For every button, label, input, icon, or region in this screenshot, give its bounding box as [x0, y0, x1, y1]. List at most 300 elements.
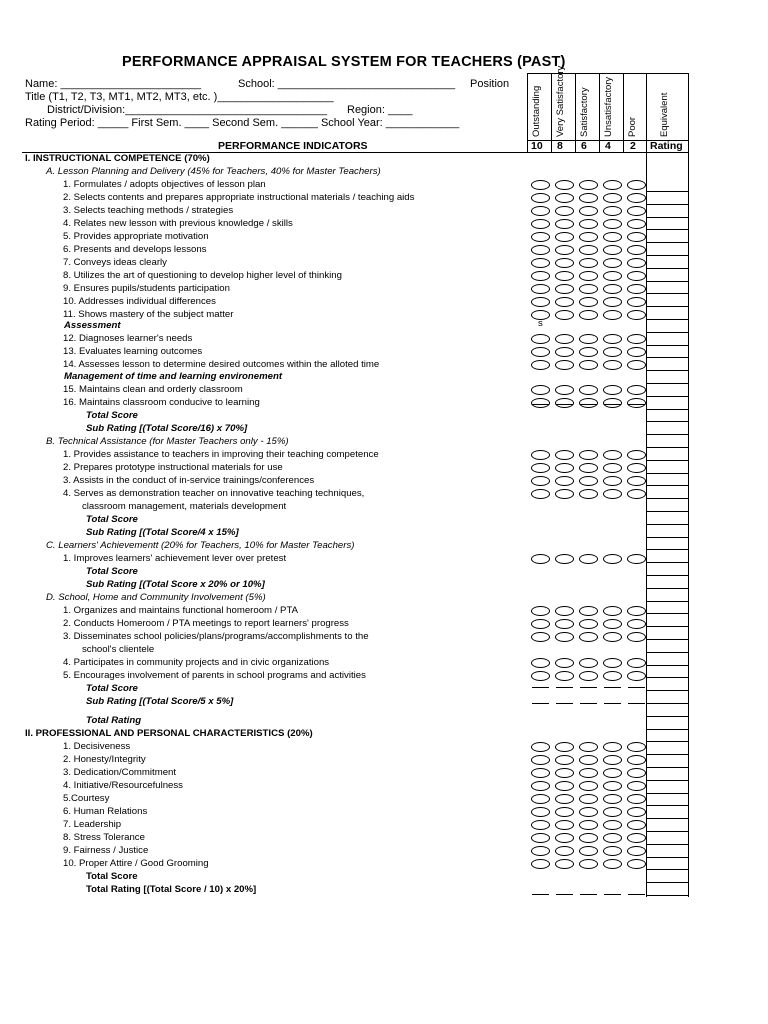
- characteristic-9-option-6[interactable]: [579, 846, 598, 856]
- indicator-b-3-option-6[interactable]: [579, 476, 598, 486]
- indicator-a-9-option-4[interactable]: [603, 284, 622, 294]
- characteristic-3-option-4[interactable]: [603, 768, 622, 778]
- equivalent-rating-box[interactable]: [646, 577, 688, 589]
- indicator-mgmt-15-option-4[interactable]: [603, 385, 622, 395]
- characteristic-5-option-10[interactable]: [531, 794, 550, 804]
- equivalent-rating-box[interactable]: [646, 321, 688, 333]
- characteristic-4-option-8[interactable]: [555, 781, 574, 791]
- characteristic-5-option-4[interactable]: [603, 794, 622, 804]
- characteristic-8-option-10[interactable]: [531, 833, 550, 843]
- indicator-d-4-option-8[interactable]: [555, 658, 574, 668]
- indicator-assess-12-option-2[interactable]: [627, 334, 646, 344]
- equivalent-rating-box[interactable]: [646, 641, 688, 653]
- indicator-assess-14: 14. Assesses lesson to determine desired outcomes within the alloted time: [63, 359, 380, 370]
- section-2-total-blank-4[interactable]: [604, 894, 621, 895]
- equivalent-rating-box[interactable]: [646, 295, 688, 307]
- characteristic-4-option-2[interactable]: [627, 781, 646, 791]
- indicator-a-4-option-2[interactable]: [627, 219, 646, 229]
- indicator-a-11: 11. Shows mastery of the subject matter: [63, 309, 234, 320]
- equivalent-rating-box[interactable]: [646, 858, 688, 870]
- indicator-a-7-option-6[interactable]: [579, 258, 598, 268]
- indicator-a-9-option-6[interactable]: [579, 284, 598, 294]
- indicator-b-1-option-4[interactable]: [603, 450, 622, 460]
- indicator-a-8-option-6[interactable]: [579, 271, 598, 281]
- characteristic-1-option-6[interactable]: [579, 742, 598, 752]
- indicator-a-1-option-2[interactable]: [627, 180, 646, 190]
- indicator-b-1: 1. Provides assistance to teachers in improving their teaching competence: [63, 449, 379, 460]
- indicator-d-2-option-4[interactable]: [603, 619, 622, 629]
- indicator-a-1-option-8[interactable]: [555, 180, 574, 190]
- indicator-mgmt-15-option-2[interactable]: [627, 385, 646, 395]
- indicator-c-1-option-10[interactable]: [531, 554, 550, 564]
- indicator-d-5-option-8[interactable]: [555, 671, 574, 681]
- indicator-d-4-option-6[interactable]: [579, 658, 598, 668]
- characteristic-3-option-2[interactable]: [627, 768, 646, 778]
- indicator-b-3-option-2[interactable]: [627, 476, 646, 486]
- characteristic-7-option-10[interactable]: [531, 820, 550, 830]
- equivalent-rating-box[interactable]: [646, 308, 688, 320]
- d-total-blank-4[interactable]: [604, 687, 621, 688]
- indicator-a-7-option-8[interactable]: [555, 258, 574, 268]
- indicator-d-3-cont: school's clientele: [82, 644, 155, 655]
- equivalent-rating-box[interactable]: [646, 385, 688, 397]
- indicator-b-4-cont: classroom management, materials development: [82, 501, 287, 512]
- indicator-a-8-option-10[interactable]: [531, 271, 550, 281]
- equivalent-rating-box[interactable]: [646, 564, 688, 576]
- indicator-d-5: 5. Encourages involvement of parents in school programs and activities: [63, 670, 366, 681]
- equivalent-rating-box[interactable]: [646, 820, 688, 832]
- column-label-poor: Poor: [627, 116, 638, 137]
- section-a-title: A. Lesson Planning and Delivery (45% for Teachers, 40% for Master Teachers): [46, 166, 381, 177]
- characteristic-3-option-10[interactable]: [531, 768, 550, 778]
- indicator-a-5-option-4[interactable]: [603, 232, 622, 242]
- indicator-a-11-option-8[interactable]: [555, 310, 574, 320]
- indicator-c-1-option-6[interactable]: [579, 554, 598, 564]
- indicator-a-4-option-10[interactable]: [531, 219, 550, 229]
- characteristic-3-option-8[interactable]: [555, 768, 574, 778]
- indicator-d-5-option-10[interactable]: [531, 671, 550, 681]
- school-field[interactable]: School: _____________________________: [238, 78, 456, 90]
- characteristic-5-option-8[interactable]: [555, 794, 574, 804]
- characteristic-7-option-8[interactable]: [555, 820, 574, 830]
- characteristic-5-option-6[interactable]: [579, 794, 598, 804]
- indicator-assess-12-option-8[interactable]: [555, 334, 574, 344]
- indicator-assess-12-option-4[interactable]: [603, 334, 622, 344]
- characteristic-7-option-2[interactable]: [627, 820, 646, 830]
- indicator-d-1-option-6[interactable]: [579, 606, 598, 616]
- equivalent-rating-box[interactable]: [646, 513, 688, 525]
- indicator-b-3-option-10[interactable]: [531, 476, 550, 486]
- characteristic-4-option-6[interactable]: [579, 781, 598, 791]
- mgmt-total-blank-10[interactable]: [532, 404, 549, 405]
- indicator-a-3-option-10[interactable]: [531, 206, 550, 216]
- characteristic-2-option-2[interactable]: [627, 755, 646, 765]
- d-sub-blank-6[interactable]: [580, 703, 597, 704]
- indicator-b-4-option-8[interactable]: [555, 489, 574, 499]
- indicator-a-9-option-10[interactable]: [531, 284, 550, 294]
- characteristic-9-option-4[interactable]: [603, 846, 622, 856]
- characteristic-6-option-8[interactable]: [555, 807, 574, 817]
- indicator-a-7: 7. Conveys ideas clearly: [63, 257, 167, 268]
- indicator-c-1-option-4[interactable]: [603, 554, 622, 564]
- equivalent-rating-box[interactable]: [646, 372, 688, 384]
- equivalent-rating-box[interactable]: [646, 231, 688, 243]
- characteristic-8-option-2[interactable]: [627, 833, 646, 843]
- characteristic-4: 4. Initiative/Resourcefulness: [63, 780, 183, 791]
- indicator-b-2-option-2[interactable]: [627, 463, 646, 473]
- characteristic-6: 6. Human Relations: [63, 806, 148, 817]
- characteristic-1: 1. Decisiveness: [63, 741, 131, 752]
- equivalent-rating-box[interactable]: [646, 538, 688, 550]
- indicator-d-1-option-4[interactable]: [603, 606, 622, 616]
- indicator-a-5-option-10[interactable]: [531, 232, 550, 242]
- characteristic-6-option-4[interactable]: [603, 807, 622, 817]
- equivalent-rating-box[interactable]: [646, 410, 688, 422]
- mgmt-total-blank-2[interactable]: [628, 404, 645, 405]
- section-2-total-score: Total Score: [86, 871, 138, 882]
- indicator-d-2: 2. Conducts Homeroom / PTA meetings to report learners' progress: [63, 618, 349, 629]
- characteristic-8-option-8[interactable]: [555, 833, 574, 843]
- indicator-a-2-option-4[interactable]: [603, 193, 622, 203]
- indicator-c-1-option-8[interactable]: [555, 554, 574, 564]
- indicator-a-10-option-6[interactable]: [579, 297, 598, 307]
- indicator-a-8-option-4[interactable]: [603, 271, 622, 281]
- equivalent-rating-box[interactable]: [646, 359, 688, 371]
- equivalent-rating-box[interactable]: [646, 782, 688, 794]
- equivalent-rating-box[interactable]: [646, 257, 688, 269]
- characteristic-5-option-2[interactable]: [627, 794, 646, 804]
- indicator-assess-13-option-4[interactable]: [603, 347, 622, 357]
- equivalent-rating-box[interactable]: [646, 244, 688, 256]
- indicator-b-1-option-10[interactable]: [531, 450, 550, 460]
- equivalent-rating-box[interactable]: [646, 679, 688, 691]
- indicator-a-10-option-8[interactable]: [555, 297, 574, 307]
- indicator-d-3-option-6[interactable]: [579, 632, 598, 642]
- indicator-a-10-option-10[interactable]: [531, 297, 550, 307]
- equivalent-rating-box[interactable]: [646, 526, 688, 538]
- characteristic-8: 8. Stress Tolerance: [63, 832, 145, 843]
- indicator-a-5-option-6[interactable]: [579, 232, 598, 242]
- characteristic-6-option-10[interactable]: [531, 807, 550, 817]
- equivalent-rating-box[interactable]: [646, 180, 688, 192]
- indicator-assess-13-option-6[interactable]: [579, 347, 598, 357]
- equivalent-rating-box[interactable]: [646, 807, 688, 819]
- indicator-b-4-option-6[interactable]: [579, 489, 598, 499]
- indicator-d-5-option-2[interactable]: [627, 671, 646, 681]
- indicator-mgmt-15-option-8[interactable]: [555, 385, 574, 395]
- indicator-a-6-option-10[interactable]: [531, 245, 550, 255]
- column-points-2: 2: [630, 140, 636, 152]
- indicator-a-5-option-2[interactable]: [627, 232, 646, 242]
- equivalent-rating-box[interactable]: [646, 718, 688, 730]
- equivalent-rating-box[interactable]: [646, 705, 688, 717]
- characteristic-9-option-10[interactable]: [531, 846, 550, 856]
- a-total-score: Total Score: [86, 410, 138, 421]
- indicator-assess-12-option-6[interactable]: [579, 334, 598, 344]
- indicator-b-1-option-2[interactable]: [627, 450, 646, 460]
- indicator-b-2-option-8[interactable]: [555, 463, 574, 473]
- indicator-a-11-option-2[interactable]: [627, 310, 646, 320]
- indicator-a-6: 6. Presents and develops lessons: [63, 244, 207, 255]
- d-total-blank-10[interactable]: [532, 687, 549, 688]
- indicator-a-8-option-8[interactable]: [555, 271, 574, 281]
- indicator-b-4-option-2[interactable]: [627, 489, 646, 499]
- indicator-a-11-option-4[interactable]: [603, 310, 622, 320]
- equivalent-rating-box[interactable]: [646, 218, 688, 230]
- section-2-total-blank-2[interactable]: [628, 894, 645, 895]
- indicator-assess-12-option-10[interactable]: [531, 334, 550, 344]
- indicator-mgmt-15-option-10[interactable]: [531, 385, 550, 395]
- equivalent-rating-box[interactable]: [646, 193, 688, 205]
- indicator-assess-14-option-2[interactable]: [627, 360, 646, 370]
- equivalent-rating-box[interactable]: [646, 743, 688, 755]
- indicator-assess-14-option-6[interactable]: [579, 360, 598, 370]
- equivalent-rating-box[interactable]: [646, 282, 688, 294]
- indicator-a-3-option-4[interactable]: [603, 206, 622, 216]
- characteristic-2-option-10[interactable]: [531, 755, 550, 765]
- characteristic-6-option-2[interactable]: [627, 807, 646, 817]
- equivalent-rating-box[interactable]: [646, 474, 688, 486]
- characteristic-2-option-8[interactable]: [555, 755, 574, 765]
- column-label-very-satisfactory: Very Satisfactory: [555, 65, 566, 137]
- equivalent-rating-box[interactable]: [646, 794, 688, 806]
- d-total-blank-6[interactable]: [580, 687, 597, 688]
- equivalent-rating-box[interactable]: [646, 551, 688, 563]
- indicator-d-2-option-6[interactable]: [579, 619, 598, 629]
- indicator-b-4-option-10[interactable]: [531, 489, 550, 499]
- indicator-a-10: 10. Addresses individual differences: [63, 296, 216, 307]
- a-sub-rating: Sub Rating [(Total Score/16) x 70%]: [86, 423, 248, 434]
- equivalent-rating-box[interactable]: [646, 846, 688, 858]
- indicator-a-10-option-2[interactable]: [627, 297, 646, 307]
- equivalent-rating-box[interactable]: [646, 334, 688, 346]
- indicator-a-2-option-10[interactable]: [531, 193, 550, 203]
- characteristic-8-option-6[interactable]: [579, 833, 598, 843]
- indicator-mgmt-16-option-4[interactable]: [603, 398, 622, 408]
- characteristic-10-option-6[interactable]: [579, 859, 598, 869]
- rating-period-field[interactable]: Rating Period: _____ First Sem. ____ Second Sem. ______ School Year: ____________: [25, 117, 460, 129]
- section-2-total-blank-10[interactable]: [532, 894, 549, 895]
- characteristic-2-option-6[interactable]: [579, 755, 598, 765]
- characteristic-8-option-4[interactable]: [603, 833, 622, 843]
- equivalent-rating-box[interactable]: [646, 487, 688, 499]
- equivalent-rating-box[interactable]: [646, 462, 688, 474]
- indicator-a-7-option-2[interactable]: [627, 258, 646, 268]
- stray-mark: s: [538, 318, 543, 329]
- indicator-a-2-option-6[interactable]: [579, 193, 598, 203]
- indicator-assess-13-option-10[interactable]: [531, 347, 550, 357]
- indicator-a-6-option-4[interactable]: [603, 245, 622, 255]
- indicator-a-6-option-8[interactable]: [555, 245, 574, 255]
- position-title-field[interactable]: Title (T1, T2, T3, MT1, MT2, MT3, etc. )___________________: [25, 91, 334, 103]
- indicator-a-11-option-6[interactable]: [579, 310, 598, 320]
- equivalent-rating-box[interactable]: [646, 871, 688, 883]
- indicator-c-1-option-2[interactable]: [627, 554, 646, 564]
- equivalent-rating-box[interactable]: [646, 398, 688, 410]
- indicator-d-2-option-10[interactable]: [531, 619, 550, 629]
- section-2-total-blank-8[interactable]: [556, 894, 573, 895]
- indicator-assess-13-option-2[interactable]: [627, 347, 646, 357]
- indicator-d-4-option-2[interactable]: [627, 658, 646, 668]
- equivalent-rating-box[interactable]: [646, 270, 688, 282]
- indicator-c-1: 1. Improves learners' achievement lever over pretest: [63, 553, 287, 564]
- characteristic-10-option-2[interactable]: [627, 859, 646, 869]
- d-total-blank-2[interactable]: [628, 687, 645, 688]
- b-total-score: Total Score: [86, 514, 138, 525]
- indicator-d-3-option-8[interactable]: [555, 632, 574, 642]
- indicator-mgmt-16-option-6[interactable]: [579, 398, 598, 408]
- indicator-mgmt-16: 16. Maintains classroom conducive to learning: [63, 397, 260, 408]
- indicator-a-1: 1. Formulates / adopts objectives of lesson plan: [63, 179, 266, 190]
- section-1-title: I. INSTRUCTIONAL COMPETENCE (70%): [25, 153, 210, 164]
- equivalent-rating-box[interactable]: [646, 436, 688, 448]
- indicator-a-6-option-2[interactable]: [627, 245, 646, 255]
- characteristic-10-option-4[interactable]: [603, 859, 622, 869]
- d-sub-blank-8[interactable]: [556, 703, 573, 704]
- d-total-score: Total Score: [86, 683, 138, 694]
- characteristic-9-option-8[interactable]: [555, 846, 574, 856]
- characteristic-10-option-10[interactable]: [531, 859, 550, 869]
- characteristic-7-option-6[interactable]: [579, 820, 598, 830]
- characteristic-4-option-4[interactable]: [603, 781, 622, 791]
- d-sub-blank-4[interactable]: [604, 703, 621, 704]
- indicator-d-3-option-4[interactable]: [603, 632, 622, 642]
- indicator-a-3-option-8[interactable]: [555, 206, 574, 216]
- indicator-a-2-option-8[interactable]: [555, 193, 574, 203]
- indicator-d-5-option-4[interactable]: [603, 671, 622, 681]
- characteristic-1-option-8[interactable]: [555, 742, 574, 752]
- equivalent-rating-box[interactable]: [646, 769, 688, 781]
- indicator-d-2-option-8[interactable]: [555, 619, 574, 629]
- indicator-mgmt-15-option-6[interactable]: [579, 385, 598, 395]
- characteristic-2-option-4[interactable]: [603, 755, 622, 765]
- district-field[interactable]: District/Division:_________________________________: [47, 104, 328, 116]
- equivalent-rating-box[interactable]: [646, 590, 688, 602]
- indicator-a-9-option-8[interactable]: [555, 284, 574, 294]
- column-points-4: 4: [605, 140, 611, 152]
- equivalent-rating-box[interactable]: [646, 449, 688, 461]
- indicator-a-1-option-10[interactable]: [531, 180, 550, 190]
- indicator-d-2-option-2[interactable]: [627, 619, 646, 629]
- indicator-a-10-option-4[interactable]: [603, 297, 622, 307]
- mgmt-total-blank-4[interactable]: [604, 404, 621, 405]
- equivalent-rating-box[interactable]: [646, 628, 688, 640]
- c-total-score: Total Score: [86, 566, 138, 577]
- indicator-a-9: 9. Ensures pupils/students participation: [63, 283, 230, 294]
- equivalent-rating-box[interactable]: [646, 206, 688, 218]
- indicator-b-1-option-6[interactable]: [579, 450, 598, 460]
- indicator-a-7-option-4[interactable]: [603, 258, 622, 268]
- equivalent-rating-box[interactable]: [646, 423, 688, 435]
- d-sub-blank-10[interactable]: [532, 703, 549, 704]
- indicator-a-4-option-6[interactable]: [579, 219, 598, 229]
- equivalent-rating-box[interactable]: [646, 730, 688, 742]
- characteristic-9-option-2[interactable]: [627, 846, 646, 856]
- name-field[interactable]: Name: _______________________: [25, 78, 202, 90]
- equivalent-rating-box[interactable]: [646, 692, 688, 704]
- indicator-d-1-option-10[interactable]: [531, 606, 550, 616]
- indicator-a-1-option-4[interactable]: [603, 180, 622, 190]
- indicator-a-2-option-2[interactable]: [627, 193, 646, 203]
- characteristic-1-option-10[interactable]: [531, 742, 550, 752]
- indicator-d-1-option-8[interactable]: [555, 606, 574, 616]
- indicator-a-3: 3. Selects teaching methods / strategies: [63, 205, 234, 216]
- indicator-a-3-option-2[interactable]: [627, 206, 646, 216]
- column-points-6: 6: [581, 140, 587, 152]
- indicator-d-4-option-4[interactable]: [603, 658, 622, 668]
- indicator-mgmt-16-option-8[interactable]: [555, 398, 574, 408]
- equivalent-rating-box[interactable]: [646, 346, 688, 358]
- indicator-assess-13-option-8[interactable]: [555, 347, 574, 357]
- equivalent-rating-box[interactable]: [646, 500, 688, 512]
- indicator-d-5-option-6[interactable]: [579, 671, 598, 681]
- characteristic-1-option-4[interactable]: [603, 742, 622, 752]
- indicator-a-7-option-10[interactable]: [531, 258, 550, 268]
- equivalent-rating-box[interactable]: [646, 615, 688, 627]
- indicator-a-8-option-2[interactable]: [627, 271, 646, 281]
- characteristic-7-option-4[interactable]: [603, 820, 622, 830]
- characteristic-4-option-10[interactable]: [531, 781, 550, 791]
- indicator-a-5-option-8[interactable]: [555, 232, 574, 242]
- equivalent-rating-box[interactable]: [646, 654, 688, 666]
- indicator-b-2-option-4[interactable]: [603, 463, 622, 473]
- mgmt-total-blank-8[interactable]: [556, 404, 573, 405]
- characteristic-3-option-6[interactable]: [579, 768, 598, 778]
- indicator-d-3-option-2[interactable]: [627, 632, 646, 642]
- indicator-assess-14-option-10[interactable]: [531, 360, 550, 370]
- section-2-total-blank-6[interactable]: [580, 894, 597, 895]
- mgmt-total-blank-6[interactable]: [580, 404, 597, 405]
- characteristic-6-option-6[interactable]: [579, 807, 598, 817]
- indicator-b-2-option-10[interactable]: [531, 463, 550, 473]
- characteristic-1-option-2[interactable]: [627, 742, 646, 752]
- indicator-a-6-option-6[interactable]: [579, 245, 598, 255]
- d-sub-blank-2[interactable]: [628, 703, 645, 704]
- indicator-a-9-option-2[interactable]: [627, 284, 646, 294]
- b-sub-rating: Sub Rating [(Total Score/4 x 15%]: [86, 527, 239, 538]
- indicator-a-8: 8. Utilizes the art of questioning to develop higher level of thinking: [63, 270, 342, 281]
- indicator-b-3-option-8[interactable]: [555, 476, 574, 486]
- equivalent-rating-box[interactable]: [646, 884, 688, 896]
- indicator-d-1-option-2[interactable]: [627, 606, 646, 616]
- indicator-d-3-option-10[interactable]: [531, 632, 550, 642]
- indicator-a-4-option-8[interactable]: [555, 219, 574, 229]
- characteristic-10-option-8[interactable]: [555, 859, 574, 869]
- indicator-d-1: 1. Organizes and maintains functional homeroom / PTA: [63, 605, 298, 616]
- indicator-a-3-option-6[interactable]: [579, 206, 598, 216]
- indicator-assess-14-option-4[interactable]: [603, 360, 622, 370]
- equivalent-rating-box[interactable]: [646, 756, 688, 768]
- indicator-mgmt-16-option-10[interactable]: [531, 398, 550, 408]
- indicator-a-1-option-6[interactable]: [579, 180, 598, 190]
- indicator-assess-14-option-8[interactable]: [555, 360, 574, 370]
- section-2-total-rating: Total Rating [(Total Score / 10) x 20%]: [86, 884, 257, 895]
- indicator-b-1-option-8[interactable]: [555, 450, 574, 460]
- equivalent-rating-box[interactable]: [646, 833, 688, 845]
- indicator-d-4-option-10[interactable]: [531, 658, 550, 668]
- indicator-b-3-option-4[interactable]: [603, 476, 622, 486]
- indicator-mgmt-15: 15. Maintains clean and orderly classroom: [63, 384, 243, 395]
- section-c-title: C. Learners' Achievementt (20% for Teachers, 10% for Master Teachers): [46, 540, 355, 551]
- indicator-b-4-option-4[interactable]: [603, 489, 622, 499]
- d-total-blank-8[interactable]: [556, 687, 573, 688]
- indicator-mgmt-16-option-2[interactable]: [627, 398, 646, 408]
- region-field[interactable]: Region: ____: [347, 104, 413, 116]
- indicator-a-4-option-4[interactable]: [603, 219, 622, 229]
- indicator-b-2-option-6[interactable]: [579, 463, 598, 473]
- equivalent-rating-box[interactable]: [646, 602, 688, 614]
- equivalent-rating-box[interactable]: [646, 666, 688, 678]
